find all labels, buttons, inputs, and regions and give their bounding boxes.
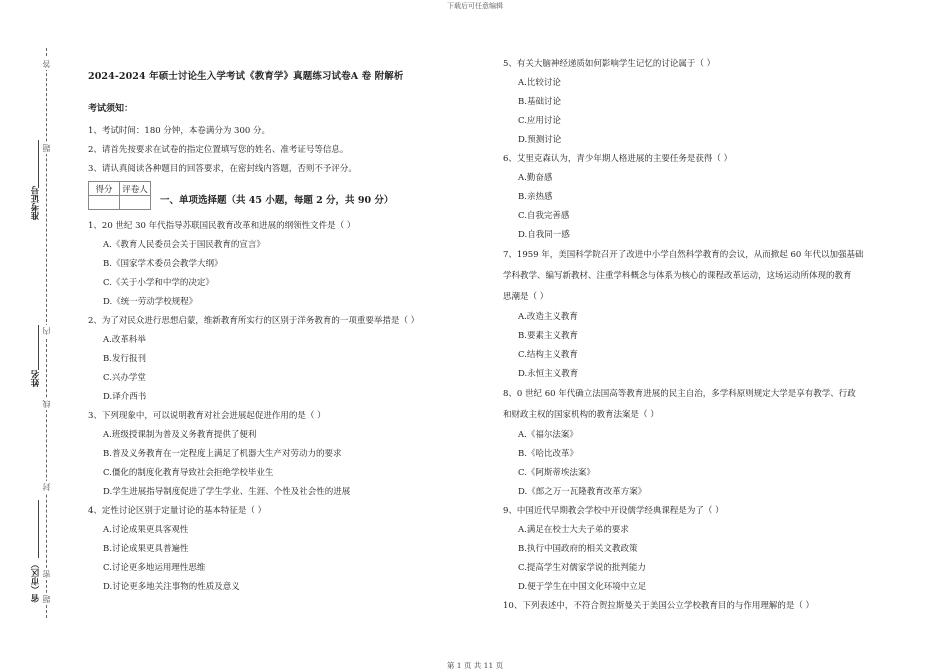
question-10 <box>503 597 903 616</box>
seal-char-mi: 密 <box>42 570 51 578</box>
option-a[interactable]: A.《教育人民委员会关于国民教育的宣言》 <box>103 240 265 250</box>
xingming-line <box>38 325 39 370</box>
option-b[interactable]: B.要素主义教育 <box>518 331 578 341</box>
option-c[interactable]: C.结构主义教育 <box>518 350 578 360</box>
document-title: 2024-2024 年硕士讨论生入学考试《教育学》真题练习试卷A 卷 附解析 <box>88 71 404 82</box>
option-b[interactable]: B.发行报刊 <box>103 354 146 364</box>
option-c[interactable]: C.僵化的制度化教育导致社会拒绝学校毕业生 <box>103 468 274 478</box>
binding-strip <box>0 0 80 671</box>
question-6 <box>503 150 903 245</box>
option-a[interactable]: A.班级授课制为普及义务教育提供了便利 <box>103 430 257 440</box>
question-stem-line: 学科教学、编写新教材、注重学科概念与体系为核心的课程改革运动，这场运动所体现的教育 <box>503 271 852 281</box>
option-c[interactable]: C.提高学生对儒家学说的批判能力 <box>518 563 646 573</box>
shengshiqu-line <box>38 500 39 558</box>
option-a[interactable]: A.改革科举 <box>103 335 146 345</box>
question-stem-line: 8、0 世纪 60 年代确立法国高等教育进展的民主自治，多学科原则规定大学是享有教学、行政 <box>503 389 856 399</box>
option-a[interactable]: A.讨论成果更具客观性 <box>103 525 189 535</box>
question-3 <box>88 407 483 502</box>
option-b[interactable]: B.基础讨论 <box>518 97 561 107</box>
section-heading: 一、单项选择题（共 45 小题，每题 2 分，共 90 分） <box>160 195 394 206</box>
option-d[interactable]: D.预测讨论 <box>518 135 562 145</box>
question-9 <box>503 502 903 597</box>
score-block <box>88 181 483 211</box>
option-a[interactable]: A.改造主义教育 <box>518 312 578 322</box>
option-d[interactable]: D.《郎之万一瓦隆教育改革方案》 <box>518 487 647 497</box>
option-c[interactable]: C.应用讨论 <box>518 116 561 126</box>
label-xingming: 姓名 <box>31 370 41 387</box>
score-label: 得分 <box>89 182 120 196</box>
label-shengshiqu: 省（市区） <box>31 560 41 603</box>
label-zhunkaozheng: 准考证号 <box>31 186 41 220</box>
question-8 <box>503 384 903 502</box>
question-stem-line: 7、1959 年，美国科学院召开了改进中小学自然科学教育的会议，从而掀起 60 年代以加强基础 <box>503 250 864 260</box>
question-stem: 5、有关大脑神经递质如何影响学生记忆的讨论属于（ ） <box>503 59 716 69</box>
notice-item: 3、请认真阅读各种题目的回答要求，在密封线内答题，否则不予评分。 <box>88 164 357 174</box>
option-d[interactable]: D.自我同一感 <box>518 230 570 240</box>
seal-char-zhi: 题 <box>42 595 51 603</box>
option-c[interactable]: C.讨论更多地运用理性思维 <box>103 563 206 573</box>
seal-char-da: 答 <box>42 60 51 68</box>
option-d[interactable]: D.讨论更多地关注事物的性质及意义 <box>103 582 240 592</box>
header-note: 下载后可任意编辑 <box>447 2 503 10</box>
option-a[interactable]: A.比较讨论 <box>518 78 561 88</box>
question-stem: 10、下列表述中，不符合贺拉斯曼关于美国公立学校教育目的与作用理解的是（ ） <box>503 601 815 611</box>
right-column <box>503 55 903 616</box>
seal-char-ti: 题 <box>42 144 51 152</box>
question-5 <box>503 55 903 150</box>
option-d[interactable]: D.学生进展指导制度促进了学生学业、生涯、个性及社会性的进展 <box>103 487 351 497</box>
seal-char-feng: 封 <box>42 483 51 491</box>
option-a[interactable]: A.满足在校士大夫子弟的要求 <box>518 525 629 535</box>
question-stem: 4、定性讨论区别于定量讨论的基本特征是（ ） <box>88 506 267 516</box>
question-stem: 3、下列现象中，可以说明教育对社会进展起促进作用的是（ ） <box>88 411 326 421</box>
question-1 <box>88 217 483 312</box>
option-b[interactable]: B.亲热感 <box>518 192 553 202</box>
question-stem-line: 思潮是（ ） <box>503 292 549 302</box>
option-b[interactable]: B.讨论成果更具普遍性 <box>103 544 189 554</box>
grader-cell[interactable] <box>120 196 151 210</box>
notice-item: 1、考试时间：180 分钟，本卷满分为 300 分。 <box>88 126 270 136</box>
option-d[interactable]: D.《统一劳动学校规程》 <box>103 297 198 307</box>
option-d[interactable]: D.便于学生在中国文化环境中立足 <box>518 582 647 592</box>
question-stem-line: 和财政主权的国家机构的教育法案是（ ） <box>503 410 659 420</box>
score-cell[interactable] <box>89 196 120 210</box>
question-7 <box>503 245 903 384</box>
notice-heading: 考试须知： <box>88 104 134 114</box>
score-table <box>88 181 151 210</box>
option-c[interactable]: C.兴办学堂 <box>103 373 146 383</box>
option-b[interactable]: B.《国家学术委员会教学大纲》 <box>103 259 223 269</box>
option-d[interactable]: D.译介西书 <box>103 392 147 402</box>
option-b[interactable]: B.普及义务教育在一定程度上满足了机器大生产对劳动力的要求 <box>103 449 342 459</box>
option-a[interactable]: A.《福尔法案》 <box>518 430 578 440</box>
option-c[interactable]: C.《关于小学和中学的决定》 <box>103 278 214 288</box>
notice-item: 2、请首先按要求在试卷的指定位置填写您的姓名、准考证号等信息。 <box>88 145 349 155</box>
option-c[interactable]: C.《阿斯蒂埃法案》 <box>518 468 595 478</box>
seal-char-xian: 线 <box>42 400 51 408</box>
option-c[interactable]: C.自我完善感 <box>518 211 570 221</box>
question-2 <box>88 312 483 407</box>
question-stem: 9、中国近代早期教会学校中开设儒学经典课程是为了（ ） <box>503 506 724 516</box>
option-b[interactable]: B.执行中国政府的相关文教政策 <box>518 544 638 554</box>
grader-label: 评卷人 <box>120 182 151 196</box>
zhunkaozheng-line <box>38 140 39 188</box>
option-d[interactable]: D.永恒主义教育 <box>518 369 579 379</box>
left-column <box>88 70 483 597</box>
question-4 <box>88 502 483 597</box>
option-b[interactable]: B.《哈比改革》 <box>518 449 578 459</box>
seal-char-nei: 内 <box>42 327 51 335</box>
page-footer: 第 1 页 共 11 页 <box>446 661 504 670</box>
question-stem: 1、20 世纪 30 年代指导苏联国民教育改革和进展的纲领性文件是（ ） <box>88 221 356 231</box>
option-a[interactable]: A.勤奋感 <box>518 173 553 183</box>
question-stem: 6、艾里克森认为，青少年期人格进展的主要任务是获得（ ） <box>503 154 733 164</box>
question-stem: 2、为了对民众进行思想启蒙，维新教育所实行的区别于洋务教育的一项重要举措是（ ） <box>88 316 420 326</box>
